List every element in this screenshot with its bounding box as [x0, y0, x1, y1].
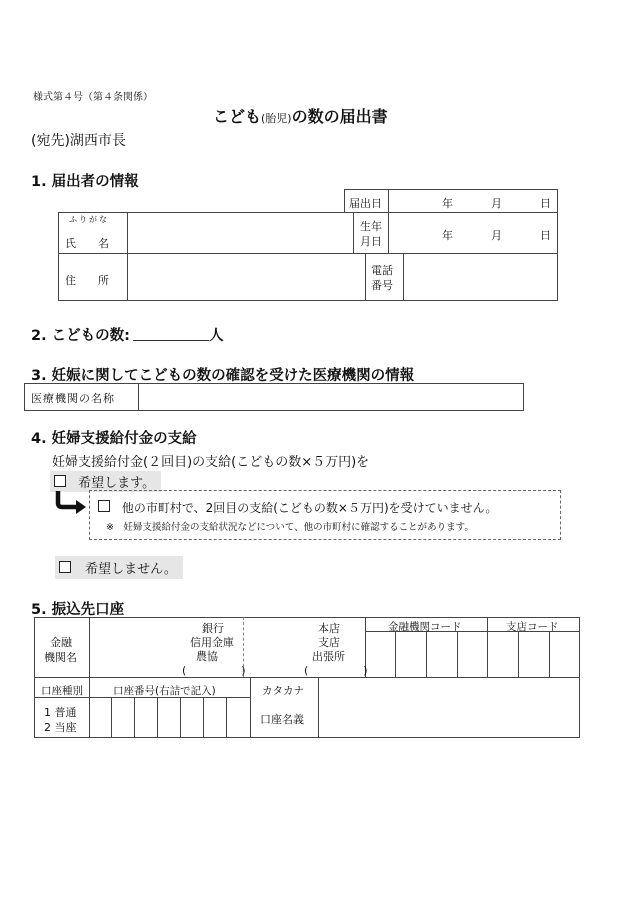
branch-paren: ( ) — [304, 664, 368, 677]
birth-month-label: 月 — [491, 229, 502, 242]
phone-label-1: 電話 — [371, 264, 393, 277]
section4-heading: 4. 妊婦支援給付金の支給 — [31, 431, 197, 447]
account-number-field[interactable] — [90, 698, 249, 737]
branch-type-3: 出張所 — [312, 650, 345, 663]
institution-label: 医療機関の名称 — [31, 392, 115, 405]
title-part-1: こども — [213, 107, 262, 126]
filing-date-field[interactable] — [390, 191, 540, 211]
form-number: 様式第４号（第４条関係） — [33, 92, 153, 103]
birth-date-field[interactable] — [390, 214, 540, 251]
name-label: 氏 名 — [65, 237, 109, 250]
account-type-2: 2 当座 — [44, 721, 77, 734]
bank-code-label: 金融機関コード — [388, 621, 462, 633]
bank-type-3: 農協 — [196, 650, 218, 663]
filing-day-label: 日 — [540, 197, 551, 210]
sub-option-label: 他の市町村で、2回目の支給(こどもの数×５万円)を受けていません。 — [121, 501, 498, 515]
bank-label-2: 機関名 — [44, 651, 77, 664]
institution-field[interactable] — [140, 385, 522, 409]
section2-heading: 2. こどもの数: — [31, 328, 130, 344]
birth-label-2: 月日 — [360, 235, 382, 248]
phone-label-2: 番号 — [371, 279, 393, 292]
sub-option[interactable] — [98, 499, 497, 516]
bank-type-2: 信用金庫 — [190, 636, 234, 649]
page-title — [213, 104, 388, 127]
branch-code-label: 支店コード — [506, 621, 559, 633]
filing-month-label: 月 — [491, 197, 502, 210]
account-number-label: 口座番号(右詰で記入) — [113, 685, 216, 697]
furigana-label: ふりがな — [69, 215, 109, 224]
account-type-label: 口座種別 — [41, 685, 83, 697]
title-part-2: の数の届出書 — [291, 107, 388, 126]
filing-date-label: 届出日 — [349, 197, 382, 210]
branch-type-1: 本店 — [318, 622, 340, 635]
arrow-icon — [54, 489, 90, 515]
phone-field[interactable] — [405, 255, 556, 299]
birth-year-label: 年 — [442, 229, 453, 242]
sub-option-note: ※ 妊婦支援給付金の支給状況などについて、他の市町村に確認することがあります。 — [106, 522, 474, 533]
branch-name-field[interactable] — [245, 619, 305, 675]
addressee: (宛先)湖西市長 — [31, 133, 126, 149]
title-small: (胎児) — [261, 112, 292, 125]
children-count-field[interactable] — [133, 340, 209, 341]
section4-description: 妊婦支援給付金(２回目)の支給(こどもの数×５万円)を — [52, 455, 370, 470]
address-label: 住 所 — [65, 274, 109, 287]
checkbox-no[interactable] — [59, 561, 71, 573]
birth-day-label: 日 — [540, 229, 551, 242]
section5-heading: 5. 振込先口座 — [31, 602, 125, 618]
katakana-label: カタカナ — [262, 685, 304, 697]
name-field[interactable] — [129, 214, 351, 251]
branch-type-2: 支店 — [318, 636, 340, 649]
address-field[interactable] — [129, 255, 363, 299]
account-name-label: 口座名義 — [260, 713, 304, 726]
account-type-1: 1 普通 — [44, 706, 77, 719]
checkbox-yes[interactable] — [54, 475, 66, 487]
section3-heading: 3. 妊娠に関してこどもの数の確認を受けた医療機関の情報 — [31, 368, 415, 384]
branch-code-field[interactable] — [488, 632, 579, 676]
bank-type-1: 銀行 — [202, 622, 224, 635]
checkbox-sub-option[interactable] — [98, 500, 110, 512]
bank-label-1: 金融 — [50, 636, 72, 649]
option-yes-label: 希望します。 — [78, 476, 156, 491]
birth-label-1: 生年 — [360, 220, 382, 233]
bank-paren: ( ) — [182, 664, 246, 677]
account-name-field[interactable] — [320, 679, 578, 736]
option-no[interactable] — [55, 556, 183, 579]
children-unit: 人 — [209, 328, 224, 344]
option-no-label: 希望しません。 — [85, 562, 177, 577]
bank-name-field[interactable] — [91, 619, 191, 675]
section1-heading: 1. 届出者の情報 — [31, 174, 139, 190]
bank-code-field[interactable] — [366, 632, 486, 676]
filing-year-label: 年 — [442, 197, 453, 210]
